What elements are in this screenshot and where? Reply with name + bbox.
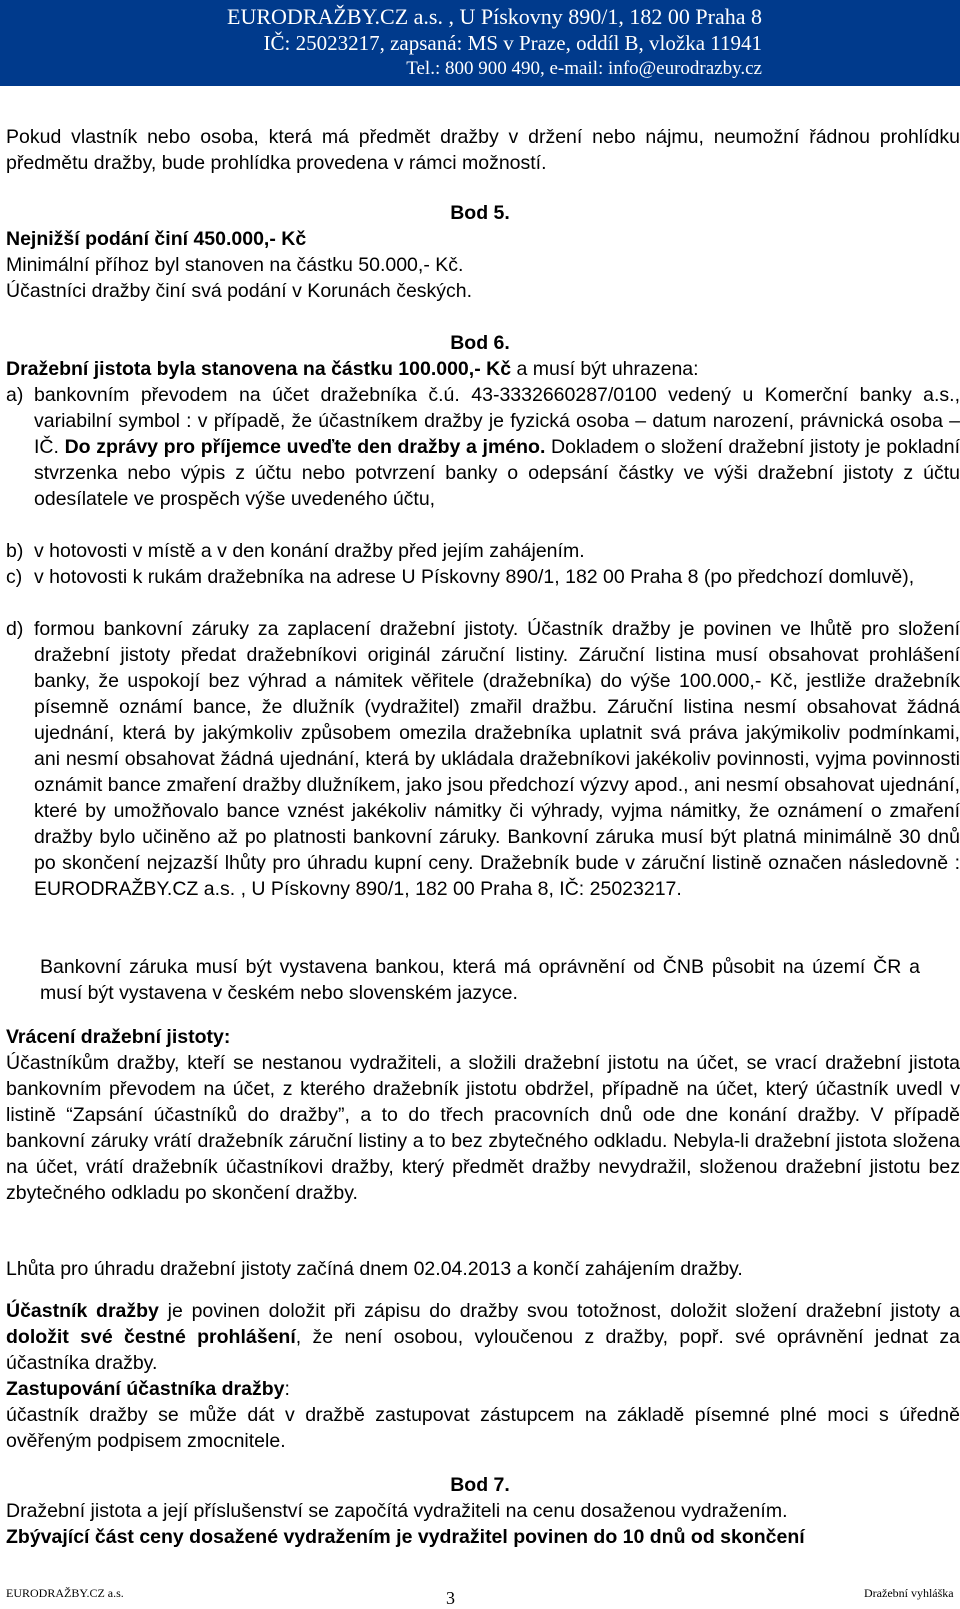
section-heading-bod6: Bod 6. (450, 332, 510, 354)
section-heading-bod5: Bod 5. (450, 202, 510, 224)
letterhead (0, 0, 960, 86)
deposit-amount-bold: Dražební jistota byla stanovena na částku 100.000,- Kč (6, 358, 512, 380)
item-c-text: v hotovosti k rukám dražebníka na adrese U Pískovny 890/1, 182 00 Praha 8 (po předchozí domluvě), (34, 566, 915, 588)
item-b-label: b) (6, 540, 24, 562)
item-d-label: d) (6, 618, 24, 640)
participant-text1: je povinen doložit při zápisu do dražby svou totožnost, doložit složení dražební jistoty a (158, 1300, 960, 1322)
minimum-bid: Nejnižší podání činí 450.000,- Kč (6, 228, 307, 250)
page-number: 3 (446, 1588, 455, 1608)
participant-text2: , že není osobou, vyloučenou z dražby, popř. své oprávnění jednat za účastníka dražby. (6, 1326, 960, 1374)
minimum-increment: Minimální příhoz byl stanoven na částku 50.000,- Kč. (6, 254, 464, 276)
item-a-body: bankovním převodem na účet dražebníka č.ú. 43-3332660287/0100 vedený u Komerční banky a.s., variabilní symbol : v případě, že účastníkem dražby je fyzická osoba – datum narození, právnická osoba – IČ. (34, 384, 960, 458)
item-a-text (34, 382, 960, 512)
company-registration: IČ: 25023217, zapsaná: MS v Praze, oddíl B, vložka 11941 (263, 31, 762, 55)
item-a-label: a) (6, 384, 24, 406)
item-d-text: formou bankovní záruky za zaplacení dražební jistoty. Účastník dražby je povinen ve lhůtě pro složení dražební jistoty předat dražebníkovi originál záruční listiny. Záruční listina musí obsahovat prohlášení banky, že uspokojí bez výhrad a námitek věřitele (dražebníka) do výše 100.000,- Kč, jestliže dražebník písemně oznámí bance, že dlužník (vydražitel) zmařil dražbu. Záruční listina nesmí obsahovat žádná ujednání, která by jakýmkoliv způsobem omezila dražebníka uplatnit svá práva jakýmikoliv podmínkami, ani nesmí obsahovat žádná ujednání, která by ukládala dražebníkovi jakékoliv povinnosti, vyjma povinnosti oznámit bance zmaření dražby dlužníkem, jako jsou předchozí výzvy apod., ani nesmí obsahovat ujednání, které by umožňovalo bance vznést jakékoliv námitky či výhrady, vyjma námitky, že oznámení o zmaření dražby bylo učiněno až po platnosti bankovní záruky. Bankovní záruka musí být platná minimálně 30 dnů po skončení nejzazší lhůty pro úhradu kupní ceny. Dražebník bude v záruční listině označen následovně : EURODRAŽBY.CZ a.s. , U Pískovny 890/1, 182 00 Praha 8, IČ: 25023217. (34, 618, 960, 900)
item-a-bold: Do zprávy pro příjemce uveďte den dražby a jméno. (64, 436, 546, 458)
company-contact: Tel.: 800 900 490, e-mail: info@eurodrazby.cz (406, 58, 762, 79)
representation-heading-bold: Zastupování účastníka dražby (6, 1378, 285, 1400)
participant-obligations (6, 1298, 960, 1376)
item-c-label: c) (6, 566, 23, 588)
bod7-text: Dražební jistota a její příslušenství se započítá vydražiteli na cenu dosaženou vydražením. (6, 1500, 788, 1522)
deposit-amount (6, 356, 960, 382)
representation-colon: : (284, 1378, 290, 1400)
company-name-address: EURODRAŽBY.CZ a.s. , U Pískovny 890/1, 182 00 Praha 8 (227, 4, 762, 29)
deposit-amount-rest: a musí být uhrazena: (511, 358, 699, 380)
representation-text: účastník dražby se může dát v dražbě zastupovat zástupcem na základě písemné plné moci s úředně ověřeným podpisem zmocnitele. (6, 1404, 960, 1452)
deposit-deadline: Lhůta pro úhradu dražební jistoty začíná dnem 02.04.2013 a končí zahájením dražby. (6, 1258, 743, 1280)
representation-heading (6, 1376, 960, 1402)
page-footer (0, 1584, 960, 1609)
bid-currency: Účastníci dražby činí svá podání v Korunách českých. (6, 280, 473, 302)
refund-text: Účastníkům dražby, kteří se nestanou vydražiteli, a složili dražební jistotu na účet, se vrací dražební jistota bankovním převodem na účet, z kterého dražebník jistotu obdržel, případně na účet, který účastník uvedl v listině “Zapsání účastníků do dražby”, a to do třech pracovních dnů ode dne konání dražby. V případě bankovní záruky vrátí dražebník záruční listiny a to bez zbytečného odkladu. Nebyla-li dražební jistota složena na účet, vrátí dražebník účastníkovi dražby, který předmět dražby nevydražil, složenou dražební jistotu bez zbytečného odkladu po skončení dražby. (6, 1052, 960, 1204)
inspection-paragraph: Pokud vlastník nebo osoba, která má předmět dražby v držení nebo nájmu, neumožní řádnou prohlídku předmětu dražby, bude prohlídka provedena v rámci možností. (6, 126, 960, 174)
section-heading-bod7: Bod 7. (450, 1474, 510, 1496)
footer-document-title: Dražební vyhláška (864, 1586, 954, 1600)
footer-company: EURODRAŽBY.CZ a.s. (6, 1586, 124, 1600)
participant-bold: Účastník dražby (6, 1300, 159, 1322)
item-d-text2: Bankovní záruka musí být vystavena bankou, která má oprávnění od ČNB působit na území ČR a musí být vystavena v českém nebo slovenském jazyce. (40, 956, 920, 1004)
item-a-body2: Dokladem o složení dražební jistoty je pokladní stvrzenka nebo výpis z účtu nebo potvrzení banky o odepsání částky ve výši dražební jistoty z účtu odesílatele ve prospěch výše uvedeného účtu, (34, 436, 960, 510)
bod7-bold-text: Zbývající část ceny dosažené vydražením je vydražitel povinen do 10 dnů od skončení (6, 1526, 805, 1548)
item-b-text: v hotovosti v místě a v den konání dražby před jejím zahájením. (34, 540, 585, 562)
refund-heading: Vrácení dražební jistoty: (6, 1026, 231, 1048)
participant-bold2: doložit své čestné prohlášení (6, 1326, 296, 1348)
